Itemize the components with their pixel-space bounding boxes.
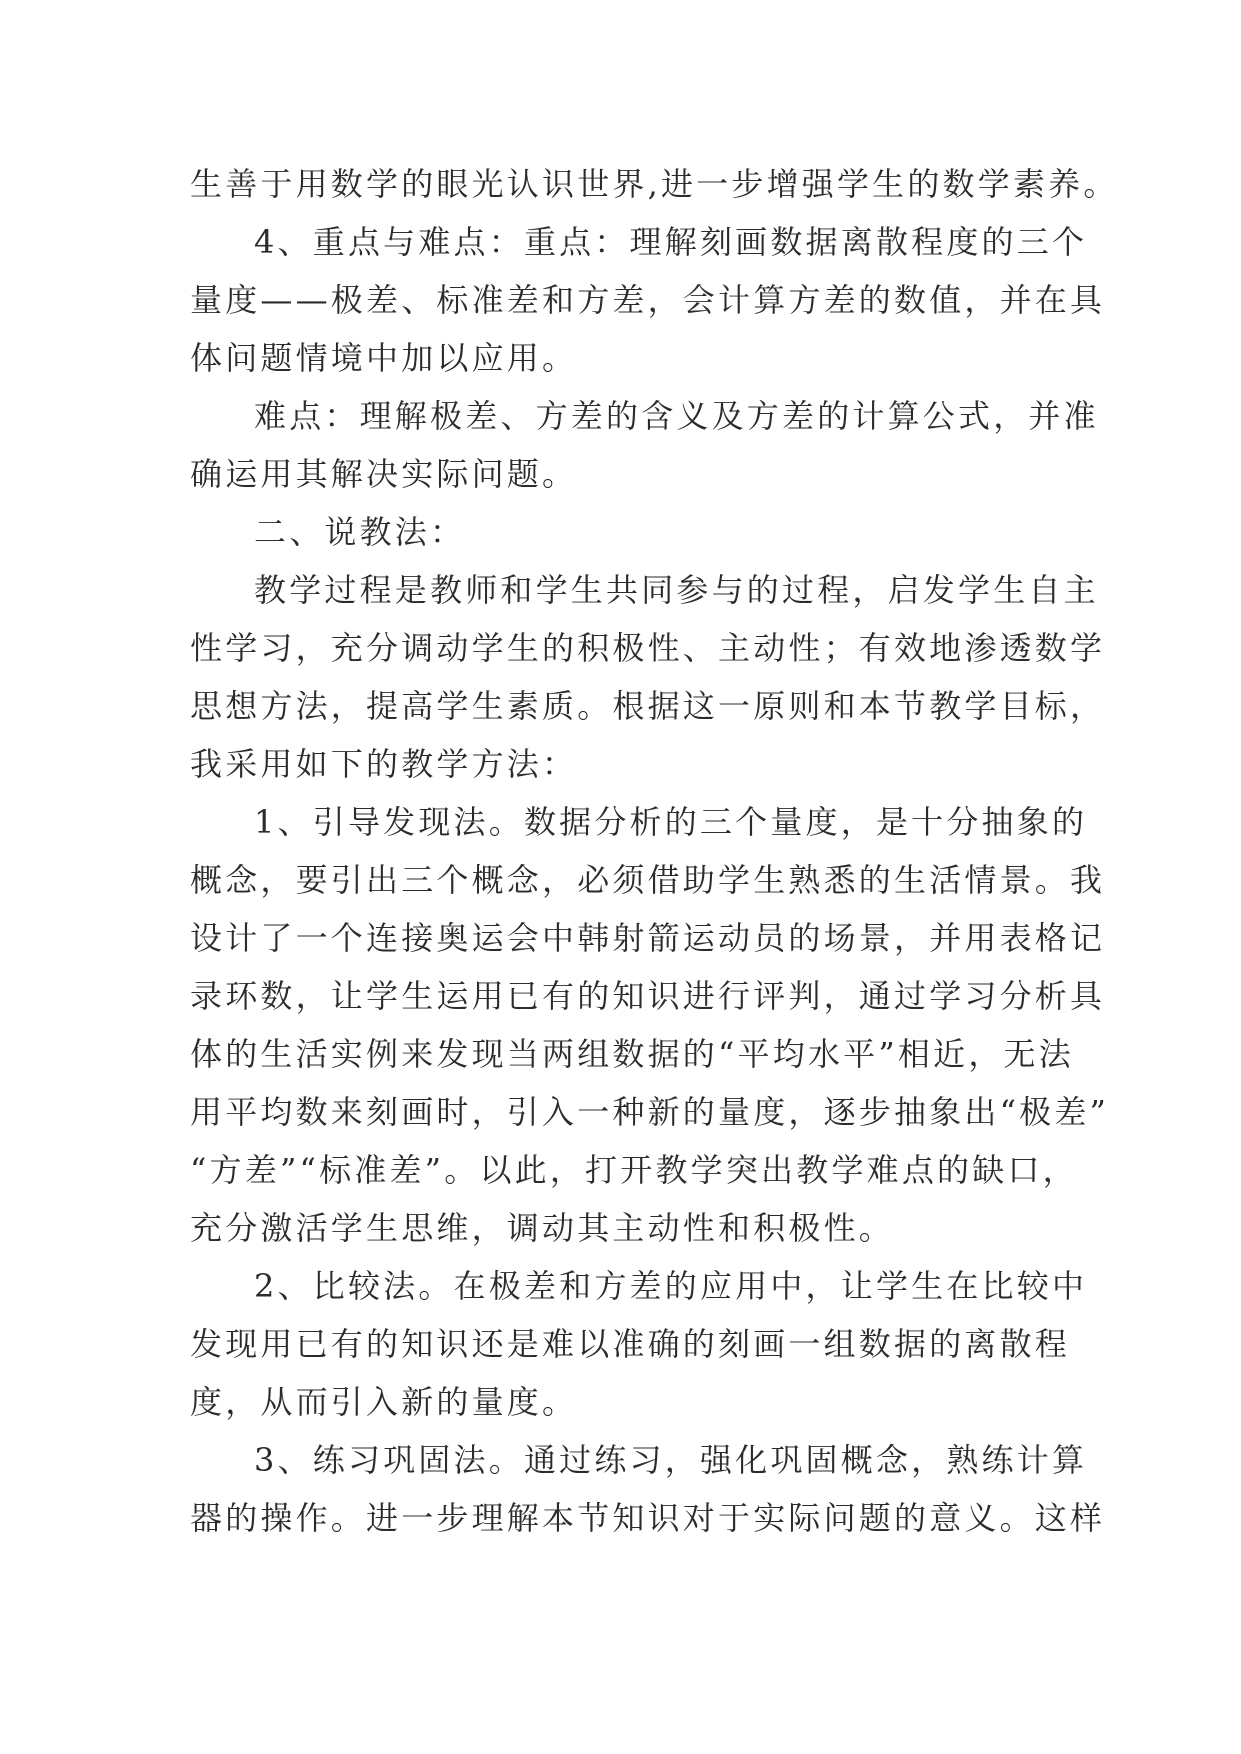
section-heading: 二、说教法：	[254, 513, 466, 551]
text-line: 充分激活学生思维，调动其主动性和积极性。	[190, 1209, 895, 1247]
text-line: 4、重点与难点：重点：理解刻画数据离散程度的三个	[254, 223, 1088, 261]
text-line: 确运用其解决实际问题。	[190, 455, 578, 493]
text-line: 教学过程是教师和学生共同参与的过程，启发学生自主	[254, 571, 1099, 609]
text-line: 发现用已有的知识还是难以准确的刻画一组数据的离散程	[190, 1325, 1071, 1363]
text-line: 性学习，充分调动学生的积极性、主动性；有效地渗透数学	[190, 629, 1106, 667]
text-line: 3、练习巩固法。通过练习，强化巩固概念，熟练计算	[254, 1441, 1088, 1479]
document-body	[190, 155, 1119, 1547]
text-line: 难点：理解极差、方差的含义及方差的计算公式，并准	[254, 397, 1099, 435]
text-line: 量度——极差、标准差和方差，会计算方差的数值，并在具	[190, 281, 1106, 319]
text-line: 体问题情境中加以应用。	[190, 339, 578, 377]
text-line: 生善于用数学的眼光认识世界,进一步增强学生的数学素养。	[190, 165, 1119, 203]
text-line: 用平均数来刻画时，引入一种新的量度，逐步抽象出“极差”	[190, 1093, 1110, 1131]
text-line: 设计了一个连接奥运会中韩射箭运动员的场景，并用表格记	[190, 919, 1106, 957]
text-line: 思想方法，提高学生素质。根据这一原则和本节教学目标，	[190, 687, 1106, 725]
text-line: 我采用如下的教学方法：	[190, 745, 578, 783]
text-line: “方差”“标准差”。以此，打开教学突出教学难点的缺口，	[190, 1151, 1078, 1189]
text-line: 2、比较法。在极差和方差的应用中，让学生在比较中	[254, 1267, 1088, 1305]
text-line: 1、引导发现法。数据分析的三个量度，是十分抽象的	[254, 803, 1088, 841]
text-line: 体的生活实例来发现当两组数据的“平均水平”相近，无法	[190, 1035, 1074, 1073]
text-line: 录环数，让学生运用已有的知识进行评判，通过学习分析具	[190, 977, 1106, 1015]
text-line: 度，从而引入新的量度。	[190, 1383, 578, 1421]
text-line: 器的操作。进一步理解本节知识对于实际问题的意义。这样	[190, 1499, 1106, 1537]
text-line: 概念，要引出三个概念，必须借助学生熟悉的生活情景。我	[190, 861, 1106, 899]
